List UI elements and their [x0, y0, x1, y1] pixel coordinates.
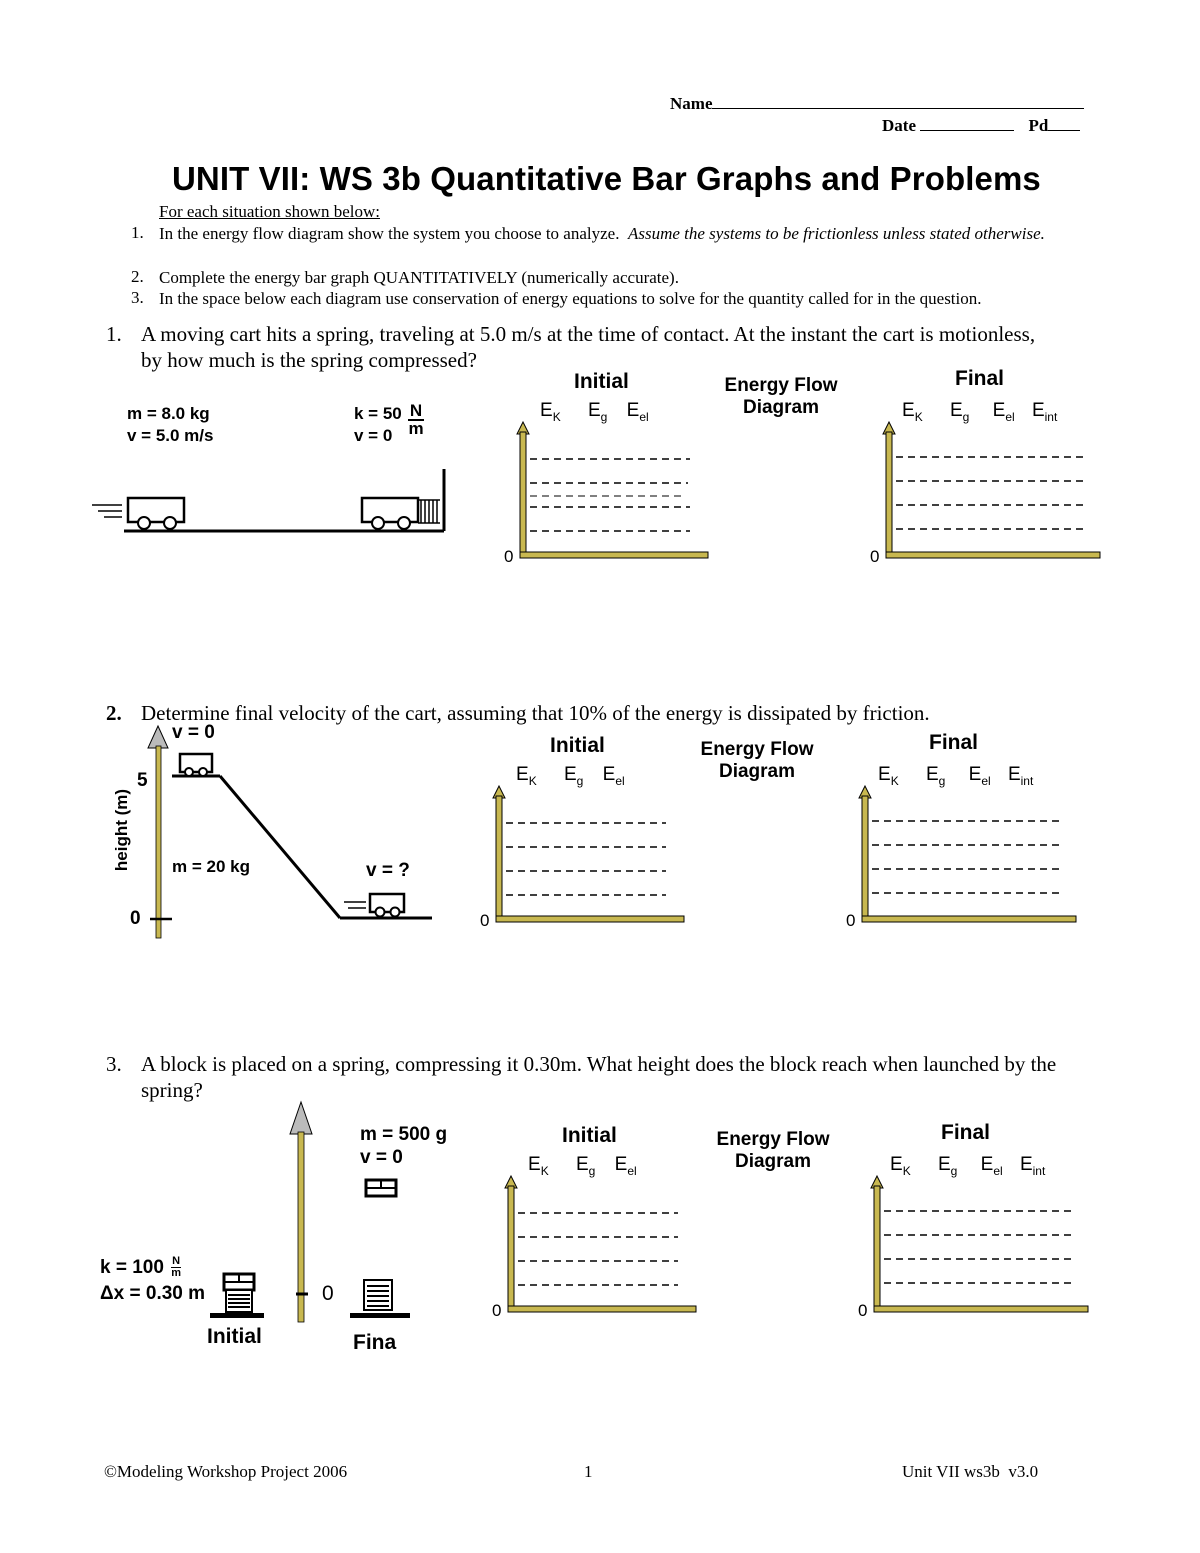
q1-final-energy-labels: $E_K$ $E_g$ $E_{el}$ $E_{int}$ — [902, 400, 1058, 424]
cart-left — [128, 498, 184, 522]
zero-label: 0 — [492, 1301, 502, 1320]
q3-final-label: Final — [941, 1121, 991, 1144]
zero-label: 0 — [480, 911, 490, 930]
q2-initial-energy-labels: $E_K$ $E_g$ $E_{el}$ — [516, 764, 625, 788]
footer-copyright: ©Modeling Workshop Project 2006 — [104, 1462, 348, 1481]
q2-initial-label: Initial — [550, 734, 605, 757]
q3-spring-given: k = 100 $\frac{N}{m}$ Δx = 0.30 m — [100, 1255, 206, 1304]
q2-v-top: v = 0 — [172, 722, 215, 743]
q3-given: m = 500 g v = 0 — [360, 1124, 448, 1168]
q3-initial-energy-labels: $E_K$ $E_g$ $E_{el}$ — [528, 1154, 637, 1178]
zero-label: 0 — [846, 911, 856, 930]
q3-final-energy-labels: $E_K$ $E_g$ $E_{el}$ $E_{int}$ — [890, 1154, 1046, 1178]
q3-initial-bar-graph — [488, 1172, 703, 1322]
question-3: 3. A block is placed on a spring, compressing it 0.30m. What height does the block reach when launched by the spring? — [106, 1052, 1057, 1102]
zero-label: 0 — [504, 547, 514, 566]
name-label: Name — [670, 94, 713, 113]
q2-final-energy-labels: $E_K$ $E_g$ $E_{el}$ $E_{int}$ — [878, 764, 1034, 788]
footer-version: Unit VII ws3b v3.0 — [902, 1462, 1039, 1481]
q2-tick-5: 5 — [137, 770, 148, 791]
q2-v-bottom: v = ? — [366, 860, 410, 881]
question-1: 1. A moving cart hits a spring, traveling at 5.0 m/s at the time of contact. At the instant the cart is motionless, by how much is the spring compressed? — [106, 322, 1036, 372]
q3-initial-label: Initial — [562, 1124, 617, 1147]
spring-initial — [226, 1290, 252, 1312]
q1-given-right: k = 50 $\frac{N}{m}$ v = 0 — [354, 401, 424, 445]
q2-final-label: Final — [929, 731, 979, 754]
q3-tick-0: 0 — [322, 1282, 334, 1305]
q1-initial-bar-graph — [500, 418, 715, 568]
q3-final-bar-graph — [854, 1172, 1094, 1322]
q2-tick-0: 0 — [130, 908, 141, 929]
q2-energy-flow-label: Energy Flow Diagram — [700, 739, 814, 782]
worksheet-page: Name Date Pd UNIT VII: WS 3b Quantitative Bar Graphs and Problems For each situation shown below: 1. In the energy flow diagram show the system you choose to analyze. Assume the systems to be frictionless unless stated otherwise. 2. Complete the energy bar graph QUANTITATIVELY (numerically accurate). 3. In the space below each diagram use conservation of energy equations to solve for the quantity called for in the question. 1. A moving cart hits a spring, traveling at 5.0 m/s at the time of contact. At the instant the cart is motionless, by how much is the spring compressed? m = 8.0 kg v = 5.0 m/s k = 50 $\frac{N}{m}$ v = 0 Initial $E_K$ $E_g$ $E_{el}$ 0 Energy Flow Diagram Final $E_K$ $E_g$ $E_{el}$ $E_{int}$ 0 2. Determine final velocity of the cart, assuming that 10% of the energy is dissipated by friction. v = 0 5 0 height (m) m = 20 kg v = ? Initial $E_K$ $E_g$ $E_{el}$ 0 Energy Flow Diagram Final $E_K$ $E_g$ $E_{el}$ $E_{int}$ 0 3. A block is placed on a spring, compressing it 0.30m. What height does the block reach when launched by the spring? m = 500 g v = 0 k = 100 $\frac{N}{m}$ Δx = 0.30 m 0 Initial Fina Initial $E_K$ $E_g$ $E_{el}$ 0 Energy Flow Diagram Final $E_K$ $E_g$ $E_{el}$ $E_{int}$ 0 ©Modeling Workshop Project 2006 1 Unit VII ws3b v3.0 — [0, 0, 1200, 1553]
instructions-lead: For each situation shown below: — [159, 202, 380, 221]
q1-final-bar-graph — [866, 418, 1106, 568]
zero-label: 0 — [870, 547, 880, 566]
name-field[interactable] — [670, 94, 1084, 114]
q1-cart-diagram — [88, 465, 458, 540]
q1-final-label: Final — [955, 367, 1005, 390]
q3-diagram-initial: Initial — [207, 1325, 262, 1348]
q1-energy-flow-label: Energy Flow Diagram — [724, 375, 838, 418]
pd-blank[interactable] — [1048, 130, 1080, 131]
q3-diagram-final: Fina — [353, 1331, 397, 1354]
q3-energy-flow-label: Energy Flow Diagram — [716, 1129, 830, 1172]
q1-initial-label: Initial — [574, 370, 629, 393]
footer-page-number: 1 — [584, 1462, 593, 1481]
q1-initial-energy-labels: $E_K$ $E_g$ $E_{el}$ — [540, 400, 649, 424]
date-blank[interactable] — [920, 130, 1014, 131]
q2-final-bar-graph — [842, 782, 1082, 932]
date-label: Date — [882, 116, 916, 135]
cart-right — [362, 498, 418, 522]
q2-axis-label: height (m) — [112, 788, 131, 872]
page-title: UNIT VII: WS 3b Quantitative Bar Graphs and Problems — [172, 160, 1041, 197]
spring — [418, 500, 440, 523]
date-pd-field[interactable] — [882, 116, 1080, 136]
name-blank[interactable] — [712, 108, 1084, 109]
zero-label: 0 — [858, 1301, 868, 1320]
q2-ramp-diagram — [100, 722, 440, 947]
q2-mass: m = 20 kg — [172, 857, 250, 876]
pd-label: Pd — [1028, 116, 1049, 135]
q2-initial-bar-graph — [476, 782, 691, 932]
question-2: 2. Determine final velocity of the cart, assuming that 10% of the energy is dissipated by friction. — [106, 701, 930, 725]
q1-given-left: m = 8.0 kg v = 5.0 m/s — [127, 404, 214, 445]
